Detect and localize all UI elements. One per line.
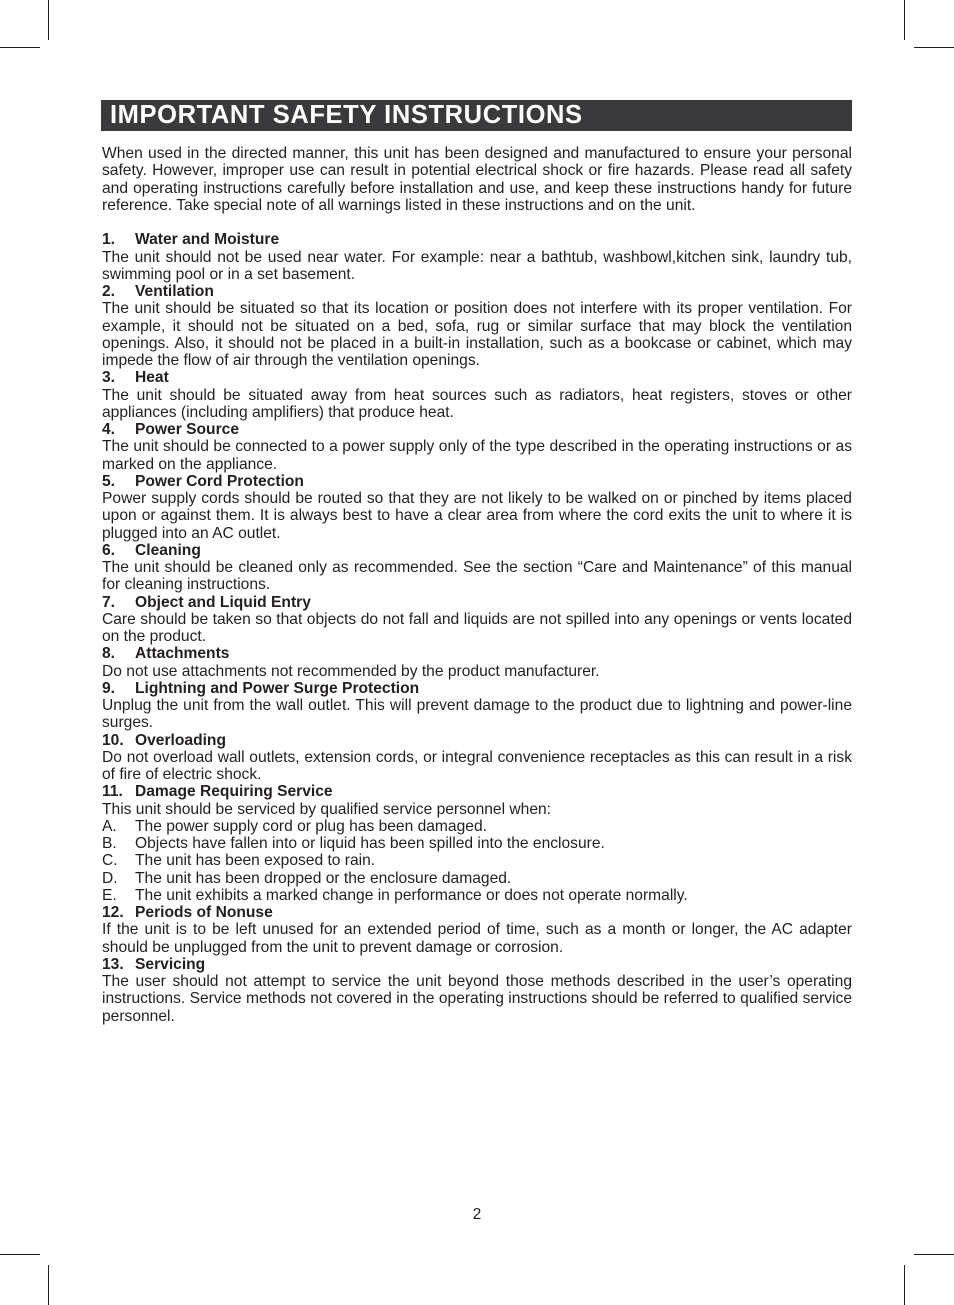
section-text: Do not use attachments not recommended by the product manufacturer. [102, 662, 600, 680]
list-text: Objects have fallen into or liquid has been spilled into the enclosure. [135, 835, 605, 852]
section-8 [102, 645, 852, 680]
list-letter: C. [102, 852, 118, 870]
section-heading [102, 231, 852, 248]
section-heading [102, 956, 852, 973]
section-text: The unit should not be used near water. For example: near a bathtub, washbowl,kitchen sink, laundry tub, swimming pool or in a set basement. [102, 248, 852, 283]
section-text: The user should not attempt to service the unit beyond those methods described in the user’s operating instructions. Service methods not covered in the operating instructions should be referred to qualified service personnel. [102, 973, 852, 1025]
section-number: 2. [102, 283, 116, 300]
section-number: 4. [102, 421, 116, 438]
section-heading [102, 473, 852, 490]
section-number: 5. [102, 472, 116, 490]
crop-mark [914, 1254, 954, 1255]
section-title: Power Cord Protection [135, 472, 304, 490]
list-item [102, 870, 852, 887]
section-3 [102, 369, 852, 421]
list-text: The unit has been exposed to rain. [135, 852, 376, 870]
section-title: Lightning and Power Surge Protection [135, 679, 420, 697]
section-heading [102, 369, 852, 386]
section-number: 12. [102, 904, 124, 921]
section-number: 7. [102, 593, 116, 611]
section-number: 10. [102, 731, 124, 749]
section-title: Overloading [135, 731, 226, 749]
list-text: The unit exhibits a marked change in performance or does not operate normally. [135, 886, 688, 904]
section-title: Periods of Nonuse [135, 904, 273, 921]
section-9 [102, 680, 852, 732]
list-letter: A. [102, 817, 117, 835]
section-5 [102, 473, 852, 542]
section-number: 13. [102, 955, 124, 973]
section-text: If the unit is to be left unused for an extended period of time, such as a month or longer, the AC adapter should be unplugged from the unit to prevent damage or corrosion. [102, 921, 852, 956]
section-title: Power Source [135, 421, 239, 438]
intro-paragraph: When used in the directed manner, this unit has been designed and manufactured to ensure your personal safety. However, improper use can result in potential electrical shock or fire hazards. Please read all safety and operating instructions carefully before installation and use, and keep these instructions handy for future reference. Take special note of all warnings listed in these instructions and on the unit. [102, 145, 852, 214]
list-item [102, 835, 852, 852]
crop-mark [0, 47, 40, 48]
section-10 [102, 732, 852, 784]
spacer [102, 214, 852, 231]
section-11 [102, 783, 852, 904]
crop-mark [0, 1254, 40, 1255]
list-text: The power supply cord or plug has been damaged. [135, 817, 487, 835]
page-title: IMPORTANT SAFETY INSTRUCTIONS [101, 100, 852, 131]
section-number: 3. [102, 369, 116, 387]
section-12 [102, 904, 852, 956]
crop-mark [48, 0, 49, 40]
section-heading [102, 594, 852, 611]
list-letter: E. [102, 886, 117, 904]
section-heading [102, 645, 852, 662]
crop-mark [914, 47, 954, 48]
section-number: 1. [102, 231, 116, 249]
section-title: Ventilation [135, 283, 214, 300]
section-13 [102, 956, 852, 1025]
section-4 [102, 421, 852, 473]
section-number: 11. [102, 783, 123, 801]
list-letter: D. [102, 869, 118, 887]
section-title: Cleaning [135, 541, 201, 559]
section-heading [102, 783, 852, 800]
instructions-body [102, 145, 852, 1025]
section-text: Unplug the unit from the wall outlet. This will prevent damage to the product due to lightning and power-line surges. [102, 697, 852, 732]
section-7 [102, 594, 852, 646]
section-text: This unit should be serviced by qualified service personnel when: [102, 800, 552, 818]
list-item [102, 852, 852, 869]
section-heading [102, 283, 852, 300]
section-text: The unit should be situated away from heat sources such as radiators, heat registers, stoves or other appliances (including amplifiers) that produce heat. [102, 386, 852, 421]
section-text: Care should be taken so that objects do not fall and liquids are not spilled into any openings or vents located on the product. [102, 610, 852, 645]
section-text: Power supply cords should be routed so that they are not likely to be walked on or pinched by items placed upon or against them. It is always best to have a clear area from where the cord exits the unit to where it is plugged into an AC outlet. [102, 490, 852, 542]
section-number: 9. [102, 679, 116, 697]
section-1 [102, 231, 852, 283]
section-title: Attachments [135, 645, 230, 663]
list-letter: B. [102, 835, 117, 852]
section-number: 6. [102, 541, 116, 559]
section-heading [102, 732, 852, 749]
section-text: The unit should be situated so that its location or position does not interfere with its proper ventilation. For example, it should not be situated on a bed, sofa, rug or similar surface that may block the ventilation openings. Also, it should not be placed in a built-in installation, such as a bookcase or cabinet, which may impede the flow of air through the ventilation openings. [102, 300, 852, 369]
section-heading [102, 904, 852, 921]
section-title: Heat [135, 369, 169, 387]
section-text: The unit should be connected to a power supply only of the type described in the operating instructions or as marked on the appliance. [102, 438, 852, 473]
crop-mark [48, 1265, 49, 1305]
section-number: 8. [102, 645, 116, 663]
section-text: The unit should be cleaned only as recommended. See the section “Care and Maintenance” of this manual for cleaning instructions. [102, 559, 852, 594]
section-heading [102, 421, 852, 438]
section-2 [102, 283, 852, 369]
section-title: Damage Requiring Service [135, 783, 333, 801]
section-title: Servicing [135, 955, 206, 973]
section-title: Water and Moisture [135, 231, 280, 249]
section-text: Do not overload wall outlets, extension cords, or integral convenience receptacles as this can result in a risk of fire of electric shock. [102, 748, 852, 783]
list-text: The unit has been dropped or the enclosure damaged. [135, 869, 512, 887]
page-number: 2 [472, 1206, 482, 1223]
crop-mark [904, 1265, 905, 1305]
section-title: Object and Liquid Entry [135, 593, 311, 611]
crop-mark [904, 0, 905, 40]
list-item [102, 818, 852, 835]
section-heading [102, 542, 852, 559]
list-item [102, 887, 852, 904]
section-6 [102, 542, 852, 594]
section-heading [102, 680, 852, 697]
